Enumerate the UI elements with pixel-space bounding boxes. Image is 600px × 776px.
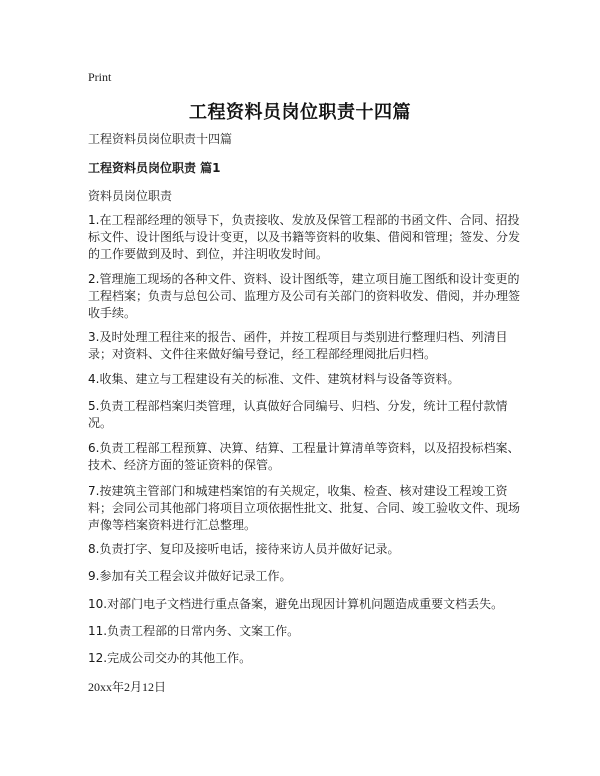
duty-item-1: 1.在工程部经理的领导下，负责接收、发放及保管工程部的书函文件、合同、招投标文件、设计图纸与设计变更，以及书籍等资料的收集、借阅和管理；签发、分发的工作要做到及时、到位，并注明收发时间。: [88, 213, 521, 261]
duty-item-10: 10.对部门电子文档进行重点备案，避免出现因计算机问题造成重要文档丢失。: [88, 597, 504, 611]
duty-item-3: 3.及时处理工程往来的报告、函件，并按工程项目与类别进行整理归档、列清目录；对资料、文件往来做好编号登记，经工程部经理阅批后归档。: [88, 330, 508, 361]
role-label: 资料员岗位职责: [88, 189, 173, 203]
duty-item-5: 5.负责工程部档案归类管理，认真做好合同编号、归档、分发，统计工程付款情况。: [88, 399, 508, 430]
duty-item-9: 9.参加有关工程会议并做好记录工作。: [88, 569, 292, 583]
print-label: Print: [88, 70, 112, 84]
document-date: 20xx年2月12日: [88, 680, 167, 694]
section-heading: 工程资料员岗位职责 篇1: [88, 161, 221, 175]
duty-item-2: 2.管理施工现场的各种文件、资料、设计图纸等，建立项目施工图纸和设计变更的工程档案；负责与总包公司、监理方及公司有关部门的资料收发、借阅，并办理签收手续。: [88, 272, 521, 320]
duty-item-6: 6.负责工程部工程预算、决算、结算、工程量计算清单等资料，以及招投标档案、技术、经济方面的签证资料的保管。: [88, 441, 520, 472]
document-subtitle: 工程资料员岗位职责十四篇: [88, 132, 233, 146]
duty-item-11: 11.负责工程部的日常内务、文案工作。: [88, 624, 300, 638]
duty-item-12: 12.完成公司交办的其他工作。: [88, 651, 252, 665]
duty-item-8: 8.负责打字、复印及接听电话，接待来访人员并做好记录。: [88, 542, 400, 556]
document-title: 工程资料员岗位职责十四篇: [189, 102, 411, 123]
duty-item-4: 4.收集、建立与工程建设有关的标准、文件、建筑材料与设备等资料。: [88, 372, 460, 386]
duty-item-7: 7.按建筑主管部门和城建档案馆的有关规定，收集、检查、核对建设工程竣工资料；会同公司其他部门将项目立项依据性批文、批复、合同、竣工验收文件、现场声像等档案资料进行汇总整理。: [88, 484, 521, 532]
